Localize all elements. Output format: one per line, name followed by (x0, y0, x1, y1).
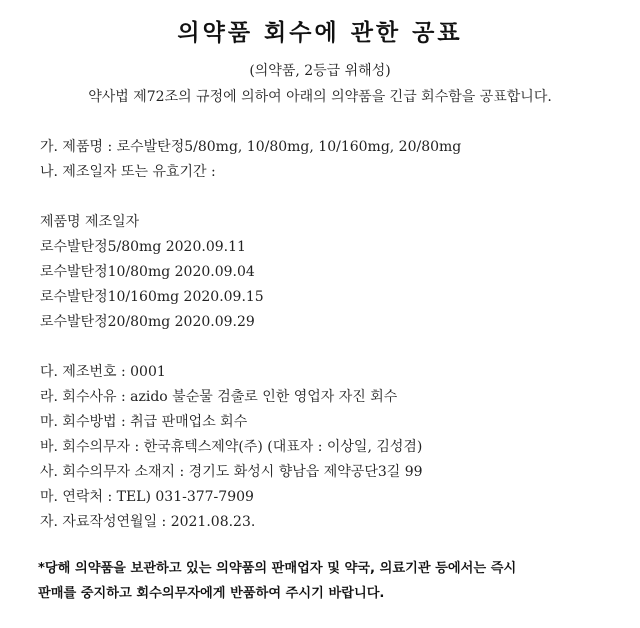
table-header: 제품명 제조일자 (40, 214, 140, 230)
notice-line: 판매를 중지하고 회수의무자에게 반품하여 주시기 바랍니다. (38, 586, 385, 601)
notice-line: *당해 의약품을 보관하고 있는 의약품의 판매업자 및 약국, 의료기관 등에서는 즉시 (38, 561, 517, 576)
product-name-line: 가. 제품명 : 로수발탄정5/80mg, 10/80mg, 10/160mg, 20/80mg (40, 139, 462, 155)
detail-line-address: 사. 회수의무자 소재지 : 경기도 화성시 향남읍 제약공단3길 99 (40, 464, 423, 480)
detail-line-recall-reason: 라. 회수사유 : azido 불순물 검출로 인한 영업자 자진 회수 (40, 389, 398, 405)
detail-line-responsible-party: 바. 회수의무자 : 한국휴텍스제약(주) (대표자 : 이상일, 김성겸) (40, 439, 423, 455)
table-row: 로수발탄정20/80mg 2020.09.29 (40, 314, 255, 330)
detail-line-date-written: 자. 자료작성연월일 : 2021.08.23. (40, 514, 256, 530)
detail-line-contact: 마. 연락처 : TEL) 031-377-7909 (40, 489, 254, 505)
detail-line-lot-number: 다. 제조번호 : 0001 (40, 364, 166, 380)
table-row: 로수발탄정10/80mg 2020.09.04 (40, 264, 255, 280)
table-row: 로수발탄정5/80mg 2020.09.11 (40, 239, 246, 255)
intro-statement: 약사법 제72조의 규정에 의하여 아래의 의약품을 긴급 회수함을 공표합니다. (88, 89, 552, 105)
notice-paragraph (38, 556, 604, 606)
date-heading-line: 나. 제조일자 또는 유효기간 : (40, 164, 216, 180)
document-title: 의약품 회수에 관한 공표 (177, 20, 463, 46)
detail-line-recall-method: 마. 회수방법 : 취급 판매업소 회수 (40, 414, 248, 430)
table-row: 로수발탄정10/160mg 2020.09.15 (40, 289, 264, 305)
document-subtitle: (의약품, 2등급 위해성) (249, 63, 391, 79)
